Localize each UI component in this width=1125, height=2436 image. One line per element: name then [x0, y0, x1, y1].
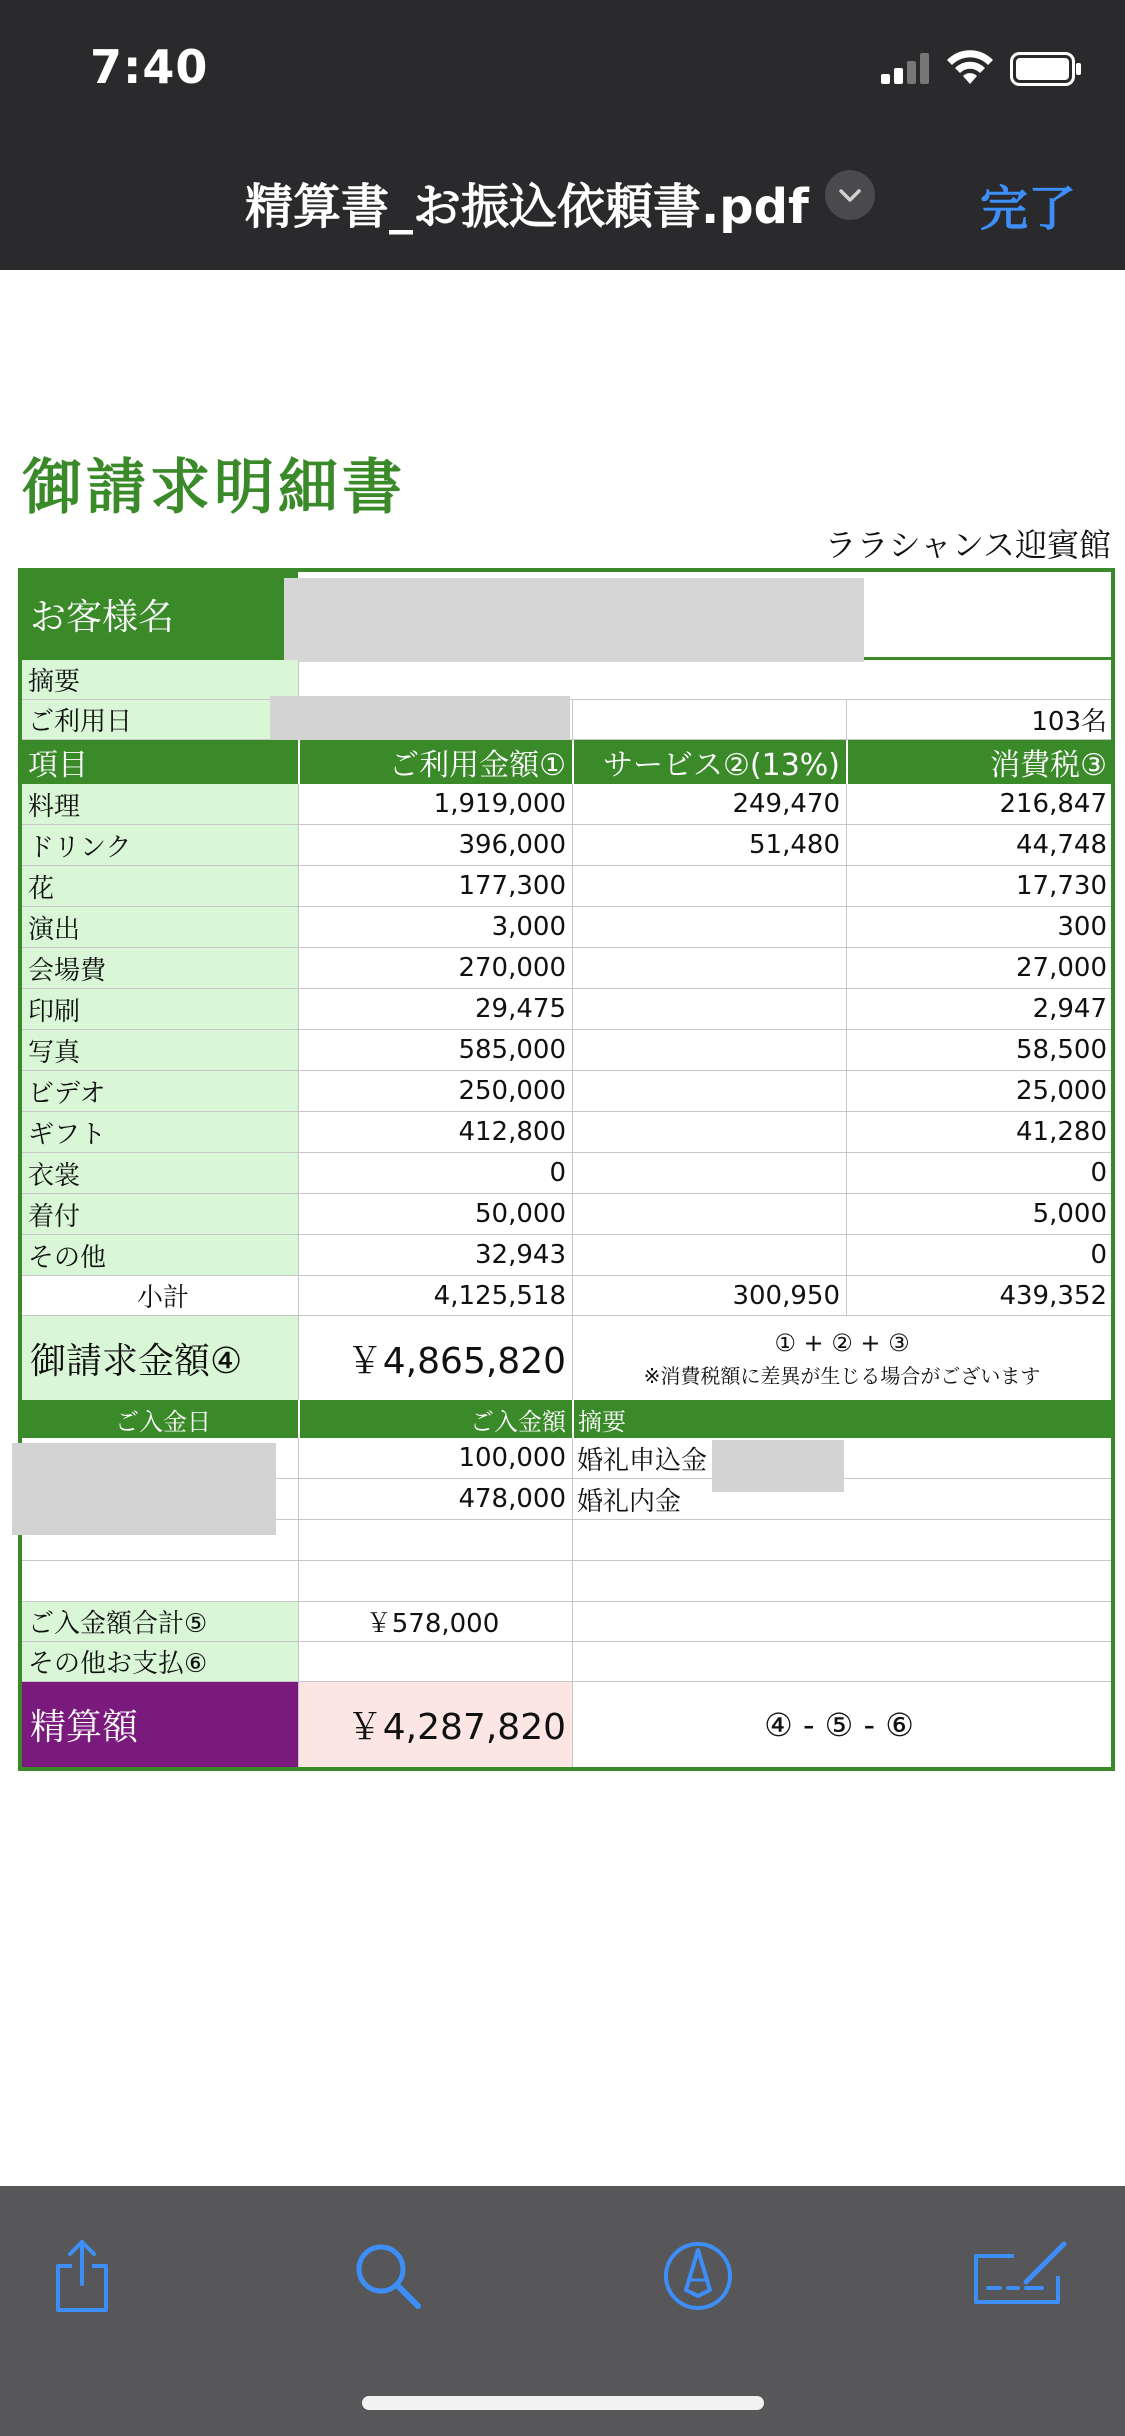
search-icon[interactable]	[348, 2236, 428, 2316]
payment-total-row	[22, 1602, 1111, 1642]
table-row	[22, 1112, 1111, 1153]
item-service	[572, 1071, 846, 1111]
other-payment-amount	[298, 1642, 572, 1681]
battery-icon	[1010, 52, 1082, 86]
table-row	[22, 1030, 1111, 1071]
item-tax: 58,500	[846, 1030, 1111, 1070]
summary-label: 摘要	[22, 660, 298, 699]
item-name: 写真	[22, 1030, 298, 1070]
item-tax: 2,947	[846, 989, 1111, 1029]
item-amount: 50,000	[298, 1194, 572, 1234]
item-tax: 300	[846, 907, 1111, 947]
column-header-tax: 消費税③	[846, 740, 1111, 784]
usage-date-spacer	[572, 700, 846, 739]
column-header-item: 項目	[28, 748, 88, 783]
item-service	[572, 1153, 846, 1193]
subtotal-service: 300,950	[572, 1276, 846, 1315]
table-row	[22, 1235, 1111, 1276]
subtotal-tax: 439,352	[846, 1276, 1111, 1315]
item-name: 会場費	[22, 948, 298, 988]
item-tax: 44,748	[846, 825, 1111, 865]
item-tax: 41,280	[846, 1112, 1111, 1152]
top-bar	[0, 0, 1125, 270]
wifi-icon	[946, 48, 994, 86]
item-service	[572, 948, 846, 988]
title-menu-button[interactable]	[825, 170, 875, 220]
item-name: ビデオ	[22, 1071, 298, 1111]
summary-row	[22, 660, 1111, 700]
redacted-customer-name	[284, 578, 864, 662]
payment-header-date: ご入金日	[115, 1407, 211, 1436]
item-name: ギフト	[22, 1112, 298, 1152]
payment-header-row	[22, 1400, 1111, 1438]
payment-memo: 婚礼内金	[572, 1479, 1111, 1519]
item-service	[572, 907, 846, 947]
done-button[interactable]: 完了	[980, 181, 1077, 237]
table-row	[22, 866, 1111, 907]
item-service	[572, 866, 846, 906]
usage-date-row	[22, 700, 1111, 740]
column-header-amount: ご利用金額①	[298, 740, 572, 784]
billing-label: 御請求金額④	[22, 1316, 298, 1400]
table-row	[22, 1071, 1111, 1112]
item-tax: 17,730	[846, 866, 1111, 906]
settlement-row	[22, 1682, 1111, 1767]
item-amount: 270,000	[298, 948, 572, 988]
table-row	[22, 948, 1111, 989]
table-row	[22, 1194, 1111, 1235]
invoice-title: 御請求明細書	[22, 453, 406, 523]
chevron-down-icon	[838, 185, 862, 205]
item-service	[572, 989, 846, 1029]
table-row	[22, 989, 1111, 1030]
table-row	[22, 825, 1111, 866]
settlement-amount: ￥4,287,820	[298, 1682, 572, 1767]
usage-date-label: ご利用日	[22, 700, 298, 739]
billing-formula: ① + ② + ③	[774, 1329, 910, 1357]
item-tax: 0	[846, 1235, 1111, 1275]
invoice-table	[18, 568, 1115, 1771]
payment-amount-empty	[298, 1520, 572, 1560]
item-amount: 396,000	[298, 825, 572, 865]
item-name: 着付	[22, 1194, 298, 1234]
item-service	[572, 1112, 846, 1152]
venue-name: ララシャンス迎賓館	[824, 526, 1111, 564]
column-header-row	[22, 740, 1111, 784]
cellular-signal-icon	[881, 52, 931, 84]
item-name: ドリンク	[22, 825, 298, 865]
document-title: 精算書_お振込依頼書.pdf	[245, 179, 809, 235]
payment-total-memo	[572, 1602, 1111, 1641]
item-tax: 5,000	[846, 1194, 1111, 1234]
status-time: 7:40	[90, 40, 209, 94]
item-name: その他	[22, 1235, 298, 1275]
customer-row	[22, 572, 1111, 660]
item-amount: 29,475	[298, 989, 572, 1029]
redacted-usage-date	[270, 696, 570, 742]
item-tax: 0	[846, 1153, 1111, 1193]
item-tax: 216,847	[846, 784, 1111, 824]
other-payment-label: その他お支払⑥	[22, 1642, 298, 1681]
table-row	[22, 784, 1111, 825]
item-amount: 585,000	[298, 1030, 572, 1070]
item-name: 花	[22, 866, 298, 906]
item-amount: 3,000	[298, 907, 572, 947]
payment-amount: 478,000	[298, 1479, 572, 1519]
payment-memo: 婚礼申込金	[572, 1438, 1111, 1478]
share-icon[interactable]	[42, 2236, 122, 2316]
item-amount: 1,919,000	[298, 784, 572, 824]
payment-memo-empty	[572, 1520, 1111, 1560]
item-amount: 0	[298, 1153, 572, 1193]
payment-memo-empty	[572, 1561, 1111, 1601]
summary-value	[298, 660, 1111, 699]
item-service	[572, 1194, 846, 1234]
payment-amount: 100,000	[298, 1438, 572, 1478]
table-row	[22, 1153, 1111, 1194]
item-service: 249,470	[572, 784, 846, 824]
settlement-label: 精算額	[22, 1682, 298, 1767]
subtotal-row	[22, 1276, 1111, 1316]
settlement-formula: ④ - ⑤ - ⑥	[572, 1682, 1111, 1767]
customer-label: お客様名	[22, 572, 298, 657]
payment-total-label: ご入金額合計⑤	[22, 1602, 298, 1641]
tax-variance-note: ※消費税額に差異が生じる場合がございます	[643, 1364, 1041, 1388]
item-name: 演出	[22, 907, 298, 947]
payment-header-amount: ご入金額	[298, 1400, 572, 1438]
item-name: 衣裳	[22, 1153, 298, 1193]
column-header-service: サービス②(13%)	[572, 740, 846, 784]
table-row	[22, 907, 1111, 948]
billing-amount: ￥4,865,820	[298, 1316, 572, 1400]
item-tax: 25,000	[846, 1071, 1111, 1111]
item-service	[572, 1030, 846, 1070]
item-amount: 250,000	[298, 1071, 572, 1111]
item-name: 料理	[22, 784, 298, 824]
payment-row-empty	[22, 1561, 1111, 1602]
payment-total-amount: ￥578,000	[298, 1602, 572, 1641]
home-indicator[interactable]	[362, 2396, 764, 2410]
item-amount: 32,943	[298, 1235, 572, 1275]
billing-formula-cell	[572, 1316, 1111, 1400]
billing-row	[22, 1316, 1111, 1400]
redacted-payment-dates	[12, 1443, 276, 1535]
item-service	[572, 1235, 846, 1275]
guest-count: 103名	[846, 700, 1111, 739]
subtotal-amount: 4,125,518	[298, 1276, 572, 1315]
signature-icon[interactable]	[968, 2236, 1072, 2316]
other-payment-row	[22, 1642, 1111, 1682]
other-payment-memo	[572, 1642, 1111, 1681]
item-service: 51,480	[572, 825, 846, 865]
item-amount: 177,300	[298, 866, 572, 906]
payment-amount-empty	[298, 1561, 572, 1601]
item-amount: 412,800	[298, 1112, 572, 1152]
markup-icon[interactable]	[658, 2236, 738, 2316]
payment-header-memo: 摘要	[572, 1400, 1111, 1438]
item-name: 印刷	[22, 989, 298, 1029]
subtotal-label: 小計	[136, 1283, 189, 1313]
item-tax: 27,000	[846, 948, 1111, 988]
